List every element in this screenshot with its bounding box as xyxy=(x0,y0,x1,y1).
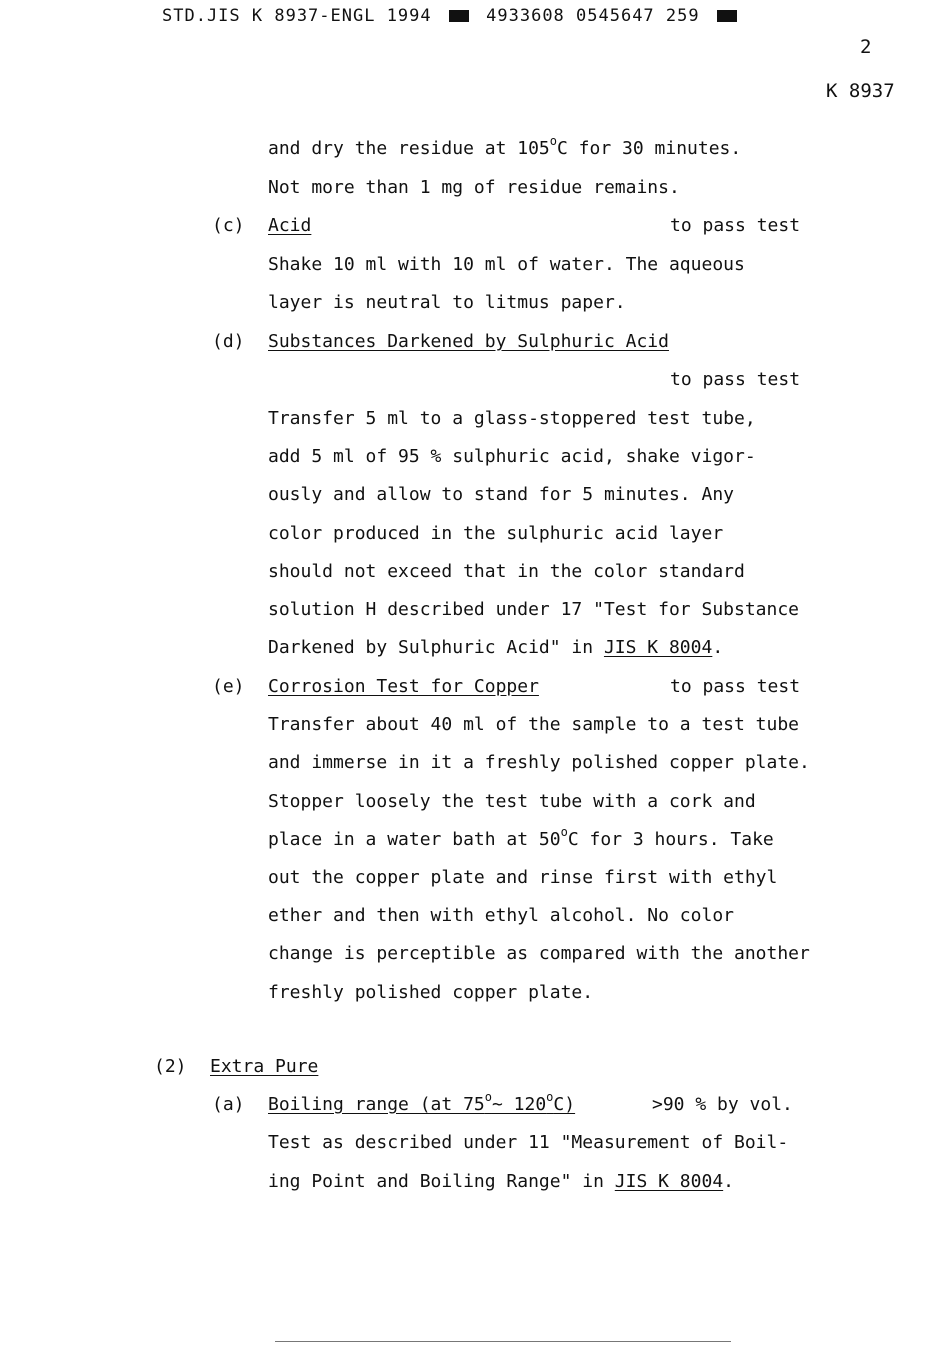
text-line: Transfer 5 ml to a glass-stoppered test tube, xyxy=(268,408,756,429)
item-requirement: to pass test xyxy=(670,215,801,236)
text-line: ing Point and Boiling Range" in JIS K 8004. xyxy=(268,1171,734,1192)
item-requirement: >90 % by vol. xyxy=(652,1094,793,1115)
redaction-block xyxy=(717,10,737,22)
text-line: Test as described under 11 "Measurement of Boil- xyxy=(268,1132,789,1153)
text-line: Stopper loosely the test tube with a cork and xyxy=(268,791,756,812)
section-label: (2) xyxy=(154,1056,187,1077)
item-label: (c) xyxy=(212,215,245,236)
text-line: layer is neutral to litmus paper. xyxy=(268,292,626,313)
text-line: place in a water bath at 50$^o$C for 3 hours. Take xyxy=(268,825,774,850)
standard-id: STD.JIS K 8937-ENGL 1994 xyxy=(162,6,432,26)
reference-jis-k-8004: JIS K 8004 xyxy=(614,1171,724,1192)
item-label: (d) xyxy=(212,331,245,352)
text-line: Transfer about 40 ml of the sample to a test tube xyxy=(268,714,800,735)
document-number: K 8937 xyxy=(826,80,895,102)
text-line: and dry the residue at 105$^o$C for 30 minutes. xyxy=(268,134,742,159)
item-title: Corrosion Test for Copper xyxy=(268,676,539,697)
text-line: should not exceed that in the color standard xyxy=(268,561,745,582)
text-line: Darkened by Sulphuric Acid" in JIS K 8004. xyxy=(268,637,724,658)
text-line: color produced in the sulphuric acid layer xyxy=(268,523,724,544)
catalog-code: 4933608 0545647 259 xyxy=(486,6,700,26)
text-line: freshly polished copper plate. xyxy=(268,982,594,1003)
item-title: Boiling range (at 75$^o$~ 120$^o$C) xyxy=(268,1090,576,1115)
text-line: Not more than 1 mg of residue remains. xyxy=(268,177,680,198)
text-line: ously and allow to stand for 5 minutes. Any xyxy=(268,484,734,505)
item-requirement: to pass test xyxy=(670,676,801,697)
reference-jis-k-8004: JIS K 8004 xyxy=(603,637,713,658)
footer-rule xyxy=(275,1341,731,1342)
item-title: Substances Darkened by Sulphuric Acid xyxy=(268,331,669,352)
text-line: add 5 ml of 95 % sulphuric acid, shake vigor- xyxy=(268,446,756,467)
item-label: (e) xyxy=(212,676,245,697)
page-number: 2 xyxy=(860,36,872,58)
item-label: (a) xyxy=(212,1094,245,1115)
text-line: Shake 10 ml with 10 ml of water. The aqueous xyxy=(268,254,745,275)
section-title: Extra Pure xyxy=(210,1056,319,1077)
text-line: and immerse in it a freshly polished copper plate. xyxy=(268,752,810,773)
text-line: solution H described under 17 "Test for Substance xyxy=(268,599,800,620)
text-line: ether and then with ethyl alcohol. No color xyxy=(268,905,734,926)
item-title: Acid xyxy=(268,215,312,236)
text-line: change is perceptible as compared with the another xyxy=(268,943,810,964)
item-requirement: to pass test xyxy=(670,369,801,390)
redaction-block xyxy=(449,10,469,22)
scan-header xyxy=(162,6,743,26)
text-line: out the copper plate and rinse first with ethyl xyxy=(268,867,778,888)
